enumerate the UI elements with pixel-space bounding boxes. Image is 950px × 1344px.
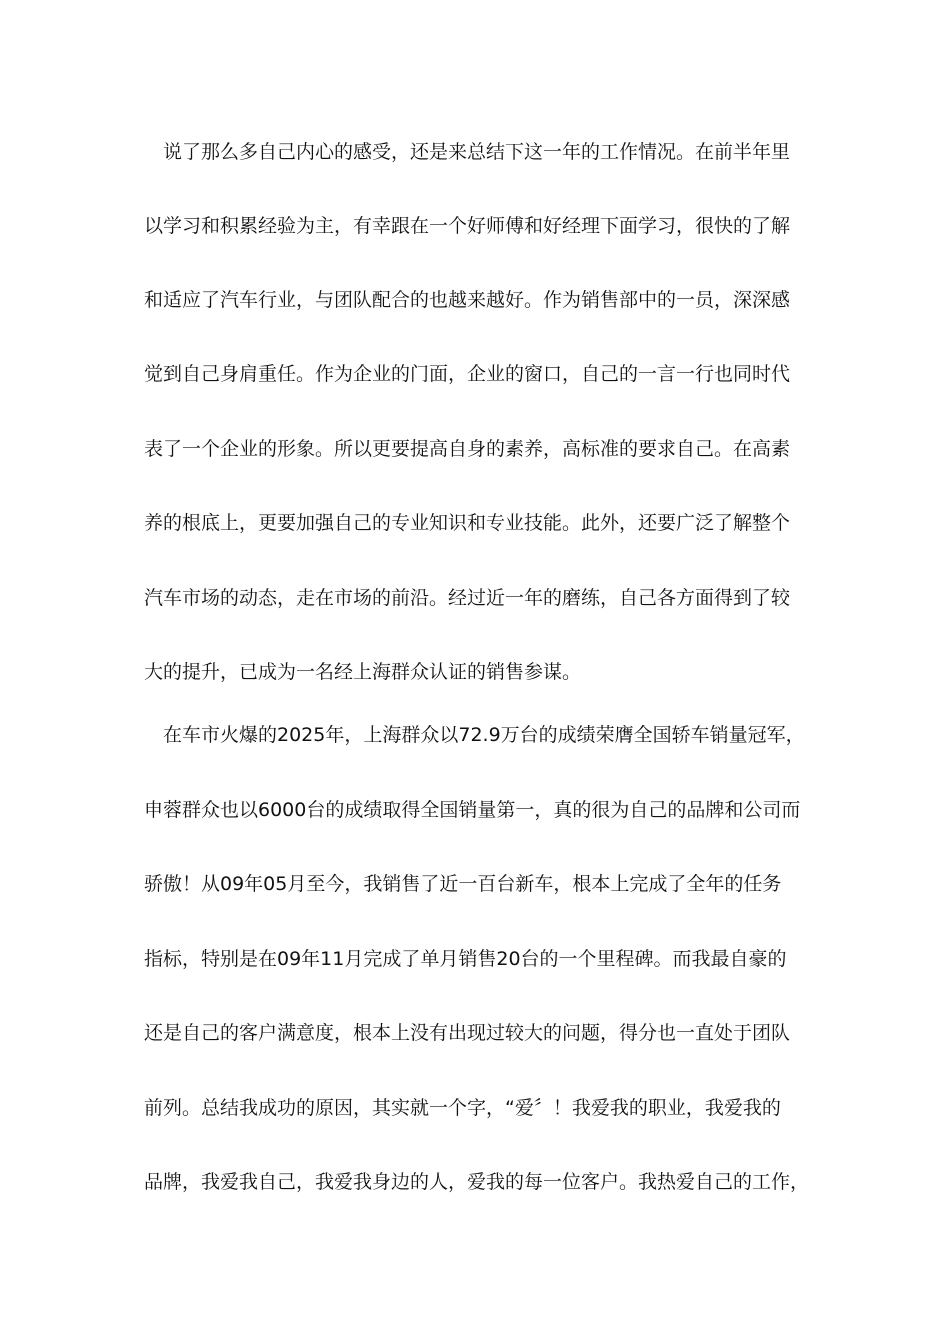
text-line: 骄傲！从09年05月至今，我销售了近一百台新车，根本上完成了全年的任务	[144, 873, 782, 895]
text-line: 品牌，我爱我自己，我爱我身边的人，爱我的每一位客户。我热爱自己的工作，	[144, 1171, 810, 1193]
text-line: 养的根底上，更要加强自己的专业知识和专业技能。此外，还要广泛了解整个	[144, 512, 791, 534]
text-line: 说了那么多自己内心的感受，还是来总结下这一年的工作情况。在前半年里	[163, 141, 791, 163]
text-line: 表了一个企业的形象。所以更要提高自身的素养，高标准的要求自己。在高素	[144, 438, 791, 460]
text-line: 觉到自己身肩重任。作为企业的门面，企业的窗口，自己的一言一行也同时代	[144, 363, 791, 385]
text-line: 前列。总结我成功的原因，其实就一个字，“爱〞！我爱我的职业，我爱我的	[144, 1097, 781, 1119]
text-line: 申蓉群众也以6000台的成绩取得全国销量第一，真的很为自己的品牌和公司而	[144, 799, 801, 821]
text-line: 指标，特别是在09年11月完成了单月销售20台的一个里程碑。而我最自豪的	[144, 948, 787, 970]
text-line: 在车市火爆的2025年，上海群众以72.9万台的成绩荣膺全国轿车销量冠军，	[163, 724, 805, 746]
text-line: 还是自己的客户满意度，根本上没有出现过较大的问题，得分也一直处于团队	[144, 1022, 791, 1044]
text-line: 和适应了汽车行业，与团队配合的也越来越好。作为销售部中的一员，深深感	[144, 289, 791, 311]
text-line: 汽车市场的动态，走在市场的前沿。经过近一年的磨练，自己各方面得到了较	[144, 587, 791, 609]
text-line: 大的提升，已成为一名经上海群众认证的销售参谋。	[144, 661, 582, 683]
text-line: 以学习和积累经验为主，有幸跟在一个好师傅和好经理下面学习，很快的了解	[144, 215, 791, 237]
